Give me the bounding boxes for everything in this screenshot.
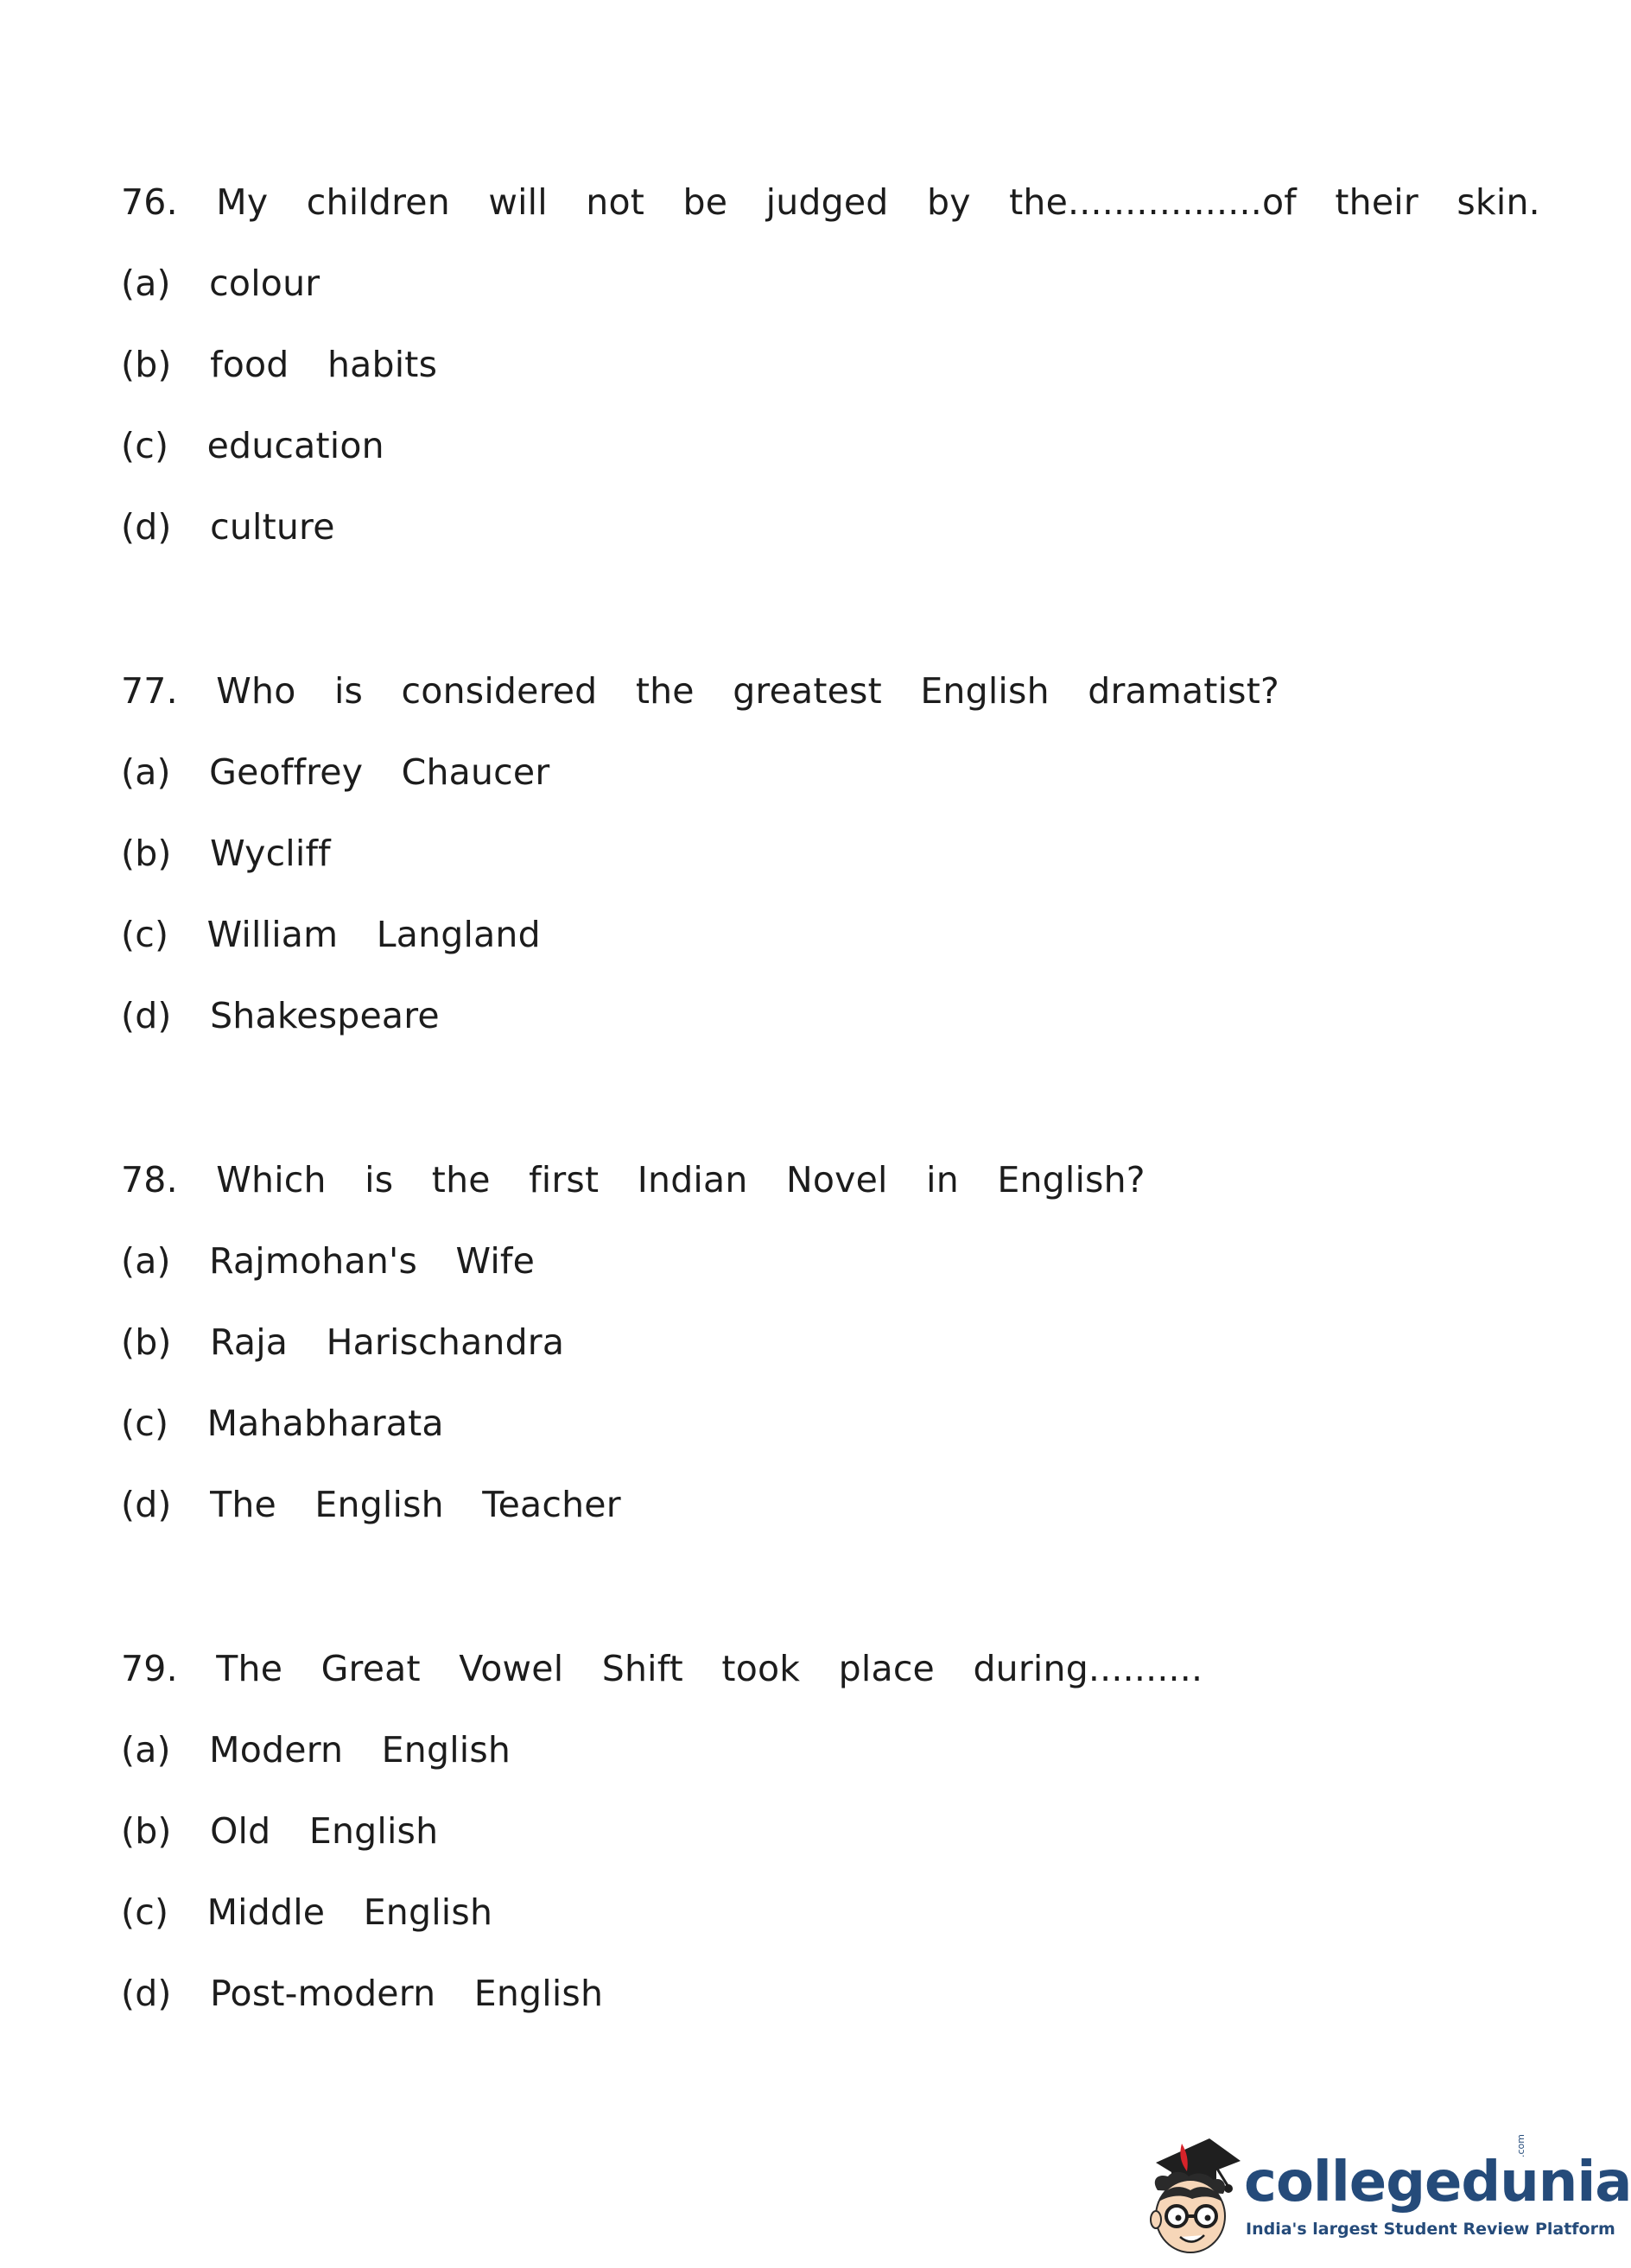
question-78 xyxy=(121,1156,1469,1529)
option-c: (c) Middle English xyxy=(121,1891,493,1933)
option-d: (d) The English Teacher xyxy=(121,1484,621,1525)
student-mascot-icon xyxy=(1139,2126,1251,2256)
option-b: (b) Old English xyxy=(121,1810,439,1852)
brand-suffix: .com xyxy=(1515,2134,1526,2157)
question-stem: 77. Who is considered the greatest English dramatist? xyxy=(121,670,1279,712)
question-79 xyxy=(121,1644,1469,2018)
option-b: (b) Raja Harischandra xyxy=(121,1321,565,1363)
option-d: (d) Post-modern English xyxy=(121,1973,604,2014)
option-b: (b) Wycliff xyxy=(121,833,331,874)
option-a: (a) Rajmohan's Wife xyxy=(121,1240,535,1282)
question-76 xyxy=(121,178,1540,551)
brand-tagline: India's largest Student Review Platform xyxy=(1246,2220,1615,2239)
option-d: (d) culture xyxy=(121,506,335,548)
question-stem: 79. The Great Vowel Shift took place during.......... xyxy=(121,1648,1203,1689)
question-stem: 78. Which is the first Indian Novel in English? xyxy=(121,1159,1146,1201)
option-c: (c) education xyxy=(121,425,384,466)
option-a: (a) colour xyxy=(121,263,320,304)
option-d: (d) Shakespeare xyxy=(121,995,440,1036)
option-b: (b) food habits xyxy=(121,344,438,385)
brand-name: collegedunia xyxy=(1244,2151,1631,2214)
question-77 xyxy=(121,667,1469,1040)
option-a: (a) Geoffrey Chaucer xyxy=(121,751,550,793)
collegedunia-logo xyxy=(1139,2126,1631,2256)
option-a: (a) Modern English xyxy=(121,1729,511,1771)
option-c: (c) Mahabharata xyxy=(121,1403,444,1444)
question-stem: 76. My children will not be judged by the.................of their skin. xyxy=(121,181,1540,223)
option-c: (c) William Langland xyxy=(121,914,541,955)
